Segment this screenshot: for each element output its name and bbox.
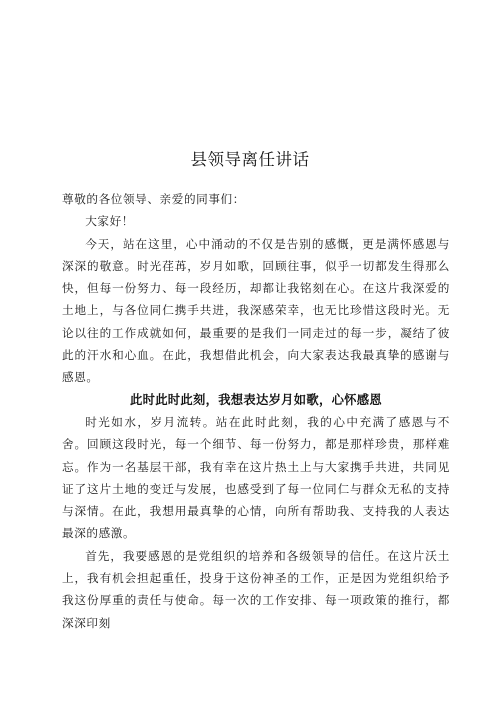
document-body <box>62 188 450 634</box>
salutation: 尊敬的各位领导、亲爱的同事们： <box>62 192 245 206</box>
document-title: 县领导离任讲话 <box>190 150 310 169</box>
paragraph: 时光如水，岁月流转。站在此时此刻，我的心中充满了感恩与不舍。回顾这段时光，每一个细节、每一份努力，都是那样珍贵，那样难忘。作为一名基层干部，我有幸在这片热土上与大家携手共进，共同见证了这片土地的变迁与发展，也感受到了每一位同仁与群众无私的支持与深情。在此，我想用最真挚的心情，向所有帮助我、支持我的人表达最深的感激。 <box>62 414 450 541</box>
paragraph: 首先，我要感恩的是党组织的培养和各级领导的信任。在这片沃土上，我有机会担起重任，投身于这份神圣的工作，正是因为党组织给予我这份厚重的责任与使命。每一次的工作安排、每一项政策的推行，都深深印刻 <box>62 548 450 630</box>
greeting: 大家好！ <box>85 214 134 229</box>
section-heading: 此时此时此刻，我想表达岁月如歌，心怀感恩 <box>130 392 382 407</box>
paragraph: 今天，站在这里，心中涌动的不仅是告别的感慨，更是满怀感恩与深深的敬意。时光荏苒，岁月如歌，回顾往事，似乎一切都发生得那么快，但每一份努力、每一段经历，却都让我铭刻在心。在这片我深爱的土地上，与各位同仁携手共进，我深感荣幸，也无比珍惜这段时光。无论以往的工作成就如何，最重要的是我们一同走过的每一步，凝结了彼此的汗水和心血。在此，我想借此机会，向大家表达我最真挚的感谢与感恩。 <box>62 236 450 385</box>
